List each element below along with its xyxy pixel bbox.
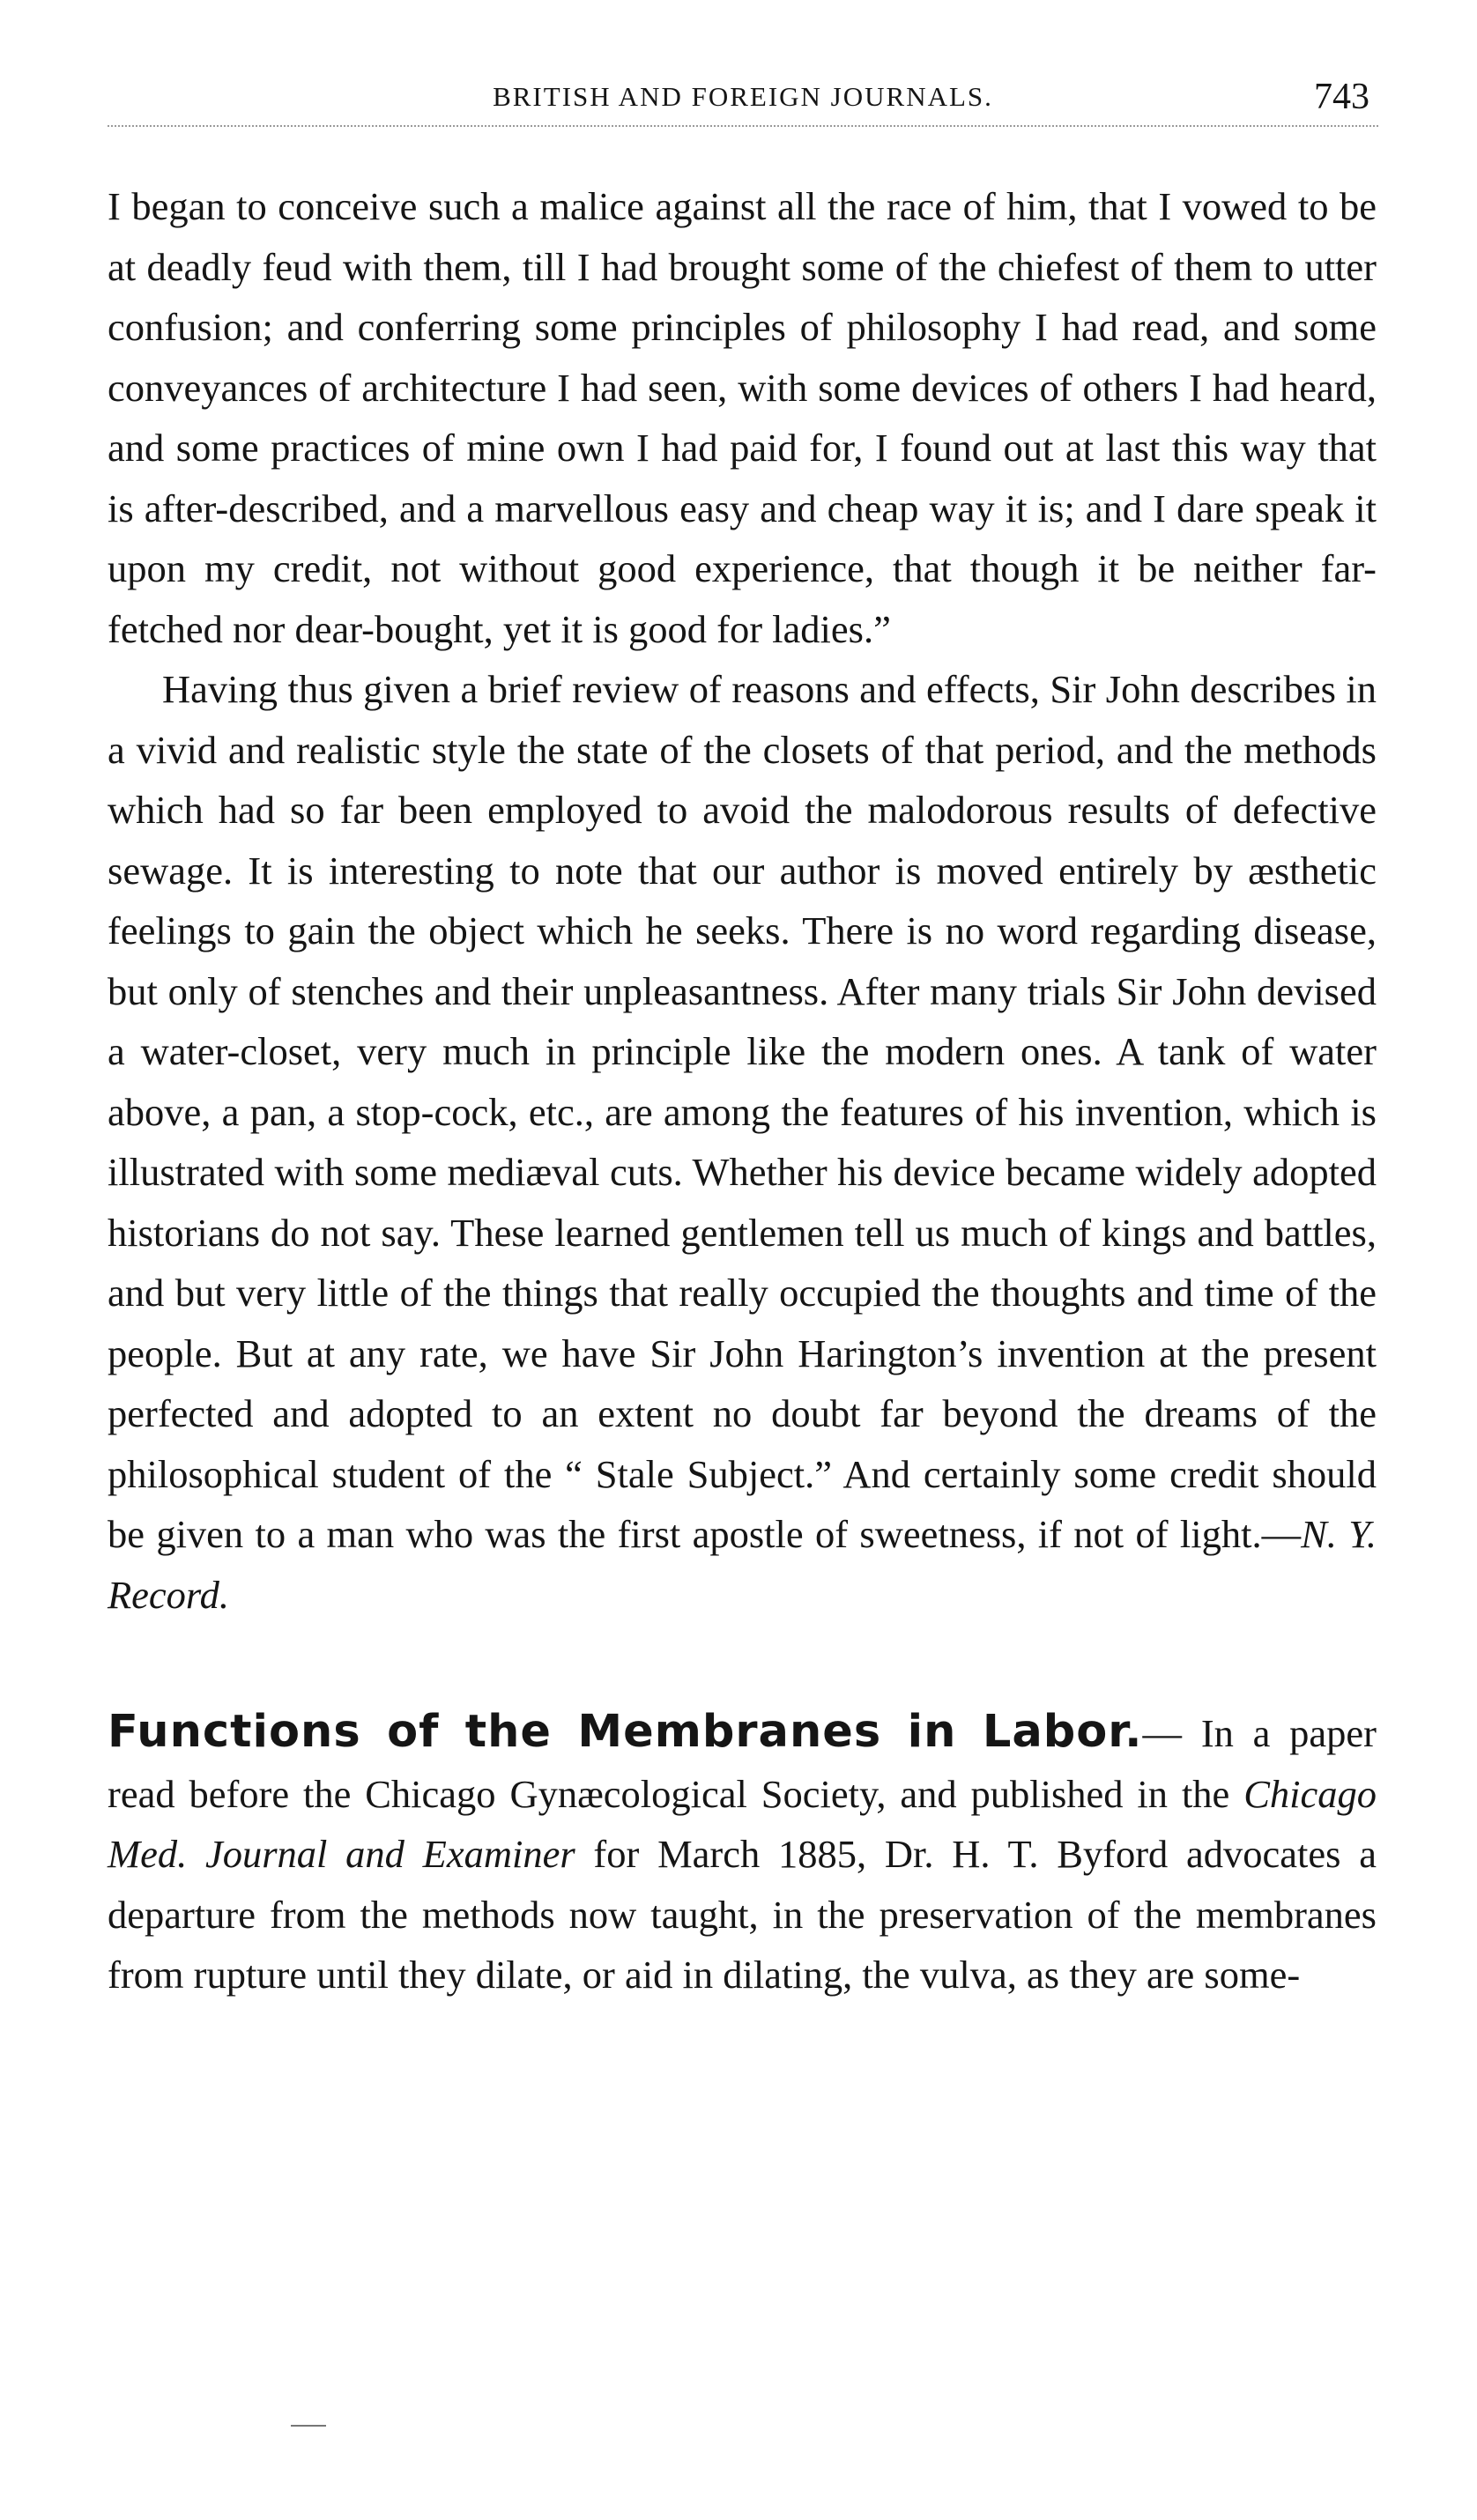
membranes-text-part2: for March 1885, Dr. H. T. Byford advocates a departure from the methods now taught, in the preservation of the membranes from rupture until they dilate, or aid in dilating, the vulva, as they are some-: [108, 1832, 1377, 1997]
membranes-article-paragraph: [108, 1702, 1377, 2005]
section-heading: Functions of the Membranes in Labor.: [108, 1706, 1143, 1758]
heading-dash: —: [1142, 1711, 1183, 1755]
header-rule: [108, 125, 1378, 127]
page-number: 743: [1314, 77, 1369, 117]
journal-title: Chicago Med. Journal and Examiner: [108, 1771, 1377, 1876]
harington-review-paragraph: [108, 659, 1377, 1625]
membranes-text-part1: In a paper read before the Chicago Gynæcological Society, and published in the: [108, 1711, 1377, 1816]
quote-continuation-paragraph: [108, 176, 1377, 659]
quote-continuation-text: I began to conceive such a malice against all the race of him, that I vowed to be at deadly feud with them, till I had brought some of the chiefest of them to utter confusion; and conferring some principles of philosophy I had read, and some conveyances of architecture I had seen, with some devices of others I had heard, and some practices of mine own I had paid for, I found out at last this way that is after-described, and a marvellous easy and cheap way it is; and I dare speak it upon my credit, not without good experience, that though it be neither far-fetched nor dear-bought, yet it is good for ladies.”: [108, 184, 1377, 651]
running-head: [108, 77, 1378, 134]
bottom-ink-mark: [291, 2425, 326, 2427]
running-title: BRITISH AND FOREIGN JOURNALS.: [493, 81, 993, 112]
section-spacer: [108, 1625, 1377, 1702]
page-body: [108, 176, 1377, 2005]
source-citation: N. Y. Record.: [108, 1512, 1377, 1617]
harington-review-text: Having thus given a brief review of reasons and effects, Sir John describes in a vivid and realistic style the state of the closets of that period, and the methods which had so far been employed to avoid the malodorous results of defective sewage. It is interesting to note that our author is moved entirely by æsthetic feelings to gain the object which he seeks. There is no word regarding disease, but only of stenches and their unpleasantness. After many trials Sir John devised a water-closet, very much in principle like the modern ones. A tank of water above, a pan, a stop-cock, etc., are among the features of his invention, which is illustrated with some mediæval cuts. Whether his device became widely adopted historians do not say. These learned gentlemen tell us much of kings and battles, and but very little of the things that really occupied the thoughts and time of the people. But at any rate, we have Sir John Harington’s invention at the present perfected and adopted to an extent no doubt far beyond the dreams of the philosophical student of the “ Stale Subject.” And certainly some credit should be given to a man who was the first apostle of sweetness, if not of light.—: [108, 667, 1377, 1556]
